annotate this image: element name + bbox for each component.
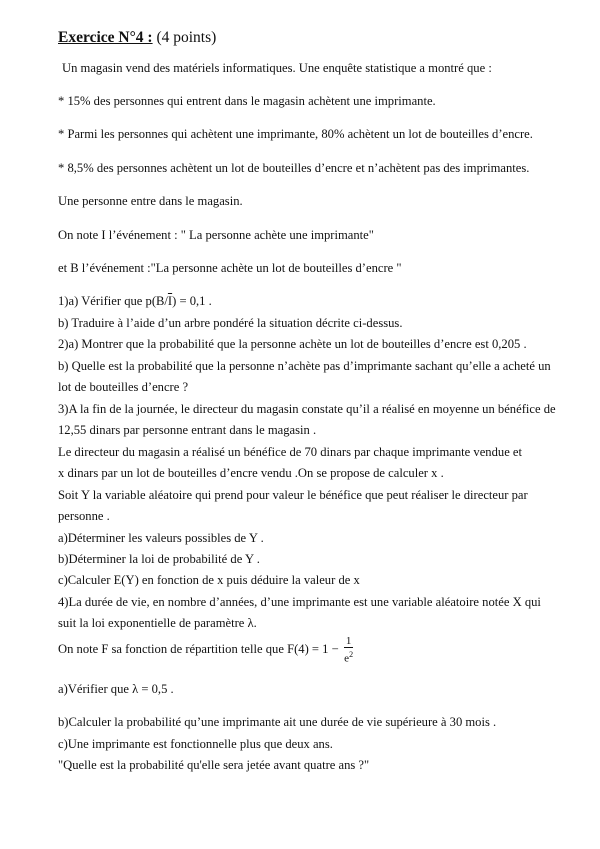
question-3-line1: 3)A la fin de la journée, le directeur du magasin constate qu’il a réalisé en moyenne un bénéfice de xyxy=(58,402,556,416)
question-3b: b)Déterminer la loi de probabilité de Y . xyxy=(58,552,260,566)
exercise-title xyxy=(58,29,216,47)
person-enters: Une personne entre dans le magasin. xyxy=(58,194,243,208)
question-4-distribution-text: On note F sa fonction de répartition telle que F(4) = 1 − xyxy=(58,642,339,657)
bullet-ink-given-printer: * Parmi les personnes qui achètent une imprimante, 80% achètent un lot de bouteilles d’encre. xyxy=(58,127,533,141)
fraction-one-over-e-squared xyxy=(344,635,354,666)
fraction-denominator xyxy=(344,648,354,666)
question-1a xyxy=(58,293,212,309)
question-1a-end: ) = 0,1 . xyxy=(172,294,212,308)
event-I-definition: On note I l’événement : " La personne achète une imprimante" xyxy=(58,228,374,242)
fraction-exponent: 2 xyxy=(349,650,354,659)
exercise-number: Exercice N°4 : xyxy=(58,29,153,46)
event-B-definition: et B l’événement :"La personne achète un lot de bouteilles d’encre " xyxy=(58,261,402,275)
fraction-base: e xyxy=(344,652,350,665)
question-4-line2: suit la loi exponentielle de paramètre λ. xyxy=(58,616,257,630)
question-1b: b) Traduire à l’aide d’un arbre pondéré la situation décrite ci-dessus. xyxy=(58,316,403,330)
question-3c: c)Calculer E(Y) en fonction de x puis déduire la valeur de x xyxy=(58,573,360,587)
question-3a: a)Déterminer les valeurs possibles de Y . xyxy=(58,531,264,545)
question-3-line5: Soit Y la variable aléatoire qui prend pour valeur le bénéfice que peut réaliser le directeur par xyxy=(58,488,528,502)
question-3-line4: x dinars par un lot de bouteilles d’encre vendu .On se propose de calculer x . xyxy=(58,466,444,480)
bullet-ink-no-printer: * 8,5% des personnes achètent un lot de bouteilles d’encre et n’achètent pas des imprimantes. xyxy=(58,161,530,175)
question-4c-prompt: "Quelle est la probabilité qu'elle sera jetée avant quatre ans ?" xyxy=(58,758,370,772)
question-2b-line1: b) Quelle est la probabilité que la personne n’achète pas d’imprimante sachant qu’elle a acheté un xyxy=(58,359,551,373)
question-1a-start: 1)a) Vérifier que p(B/ xyxy=(58,294,168,308)
intro-text: Un magasin vend des matériels informatiques. Une enquête statistique a montré que : xyxy=(62,61,492,75)
question-3-line3: Le directeur du magasin a réalisé un bénéfice de 70 dinars par chaque imprimante vendue et xyxy=(58,445,523,459)
exercise-points: (4 points) xyxy=(152,29,217,46)
fraction-numerator: 1 xyxy=(345,635,352,647)
question-4c: c)Une imprimante est fonctionnelle plus que deux ans. xyxy=(58,737,333,751)
question-3-line2: 12,55 dinars par personne entrant dans le magasin . xyxy=(58,423,317,437)
question-4-line1: 4)La durée de vie, en nombre d’années, d’une imprimante est une variable aléatoire notée X qui xyxy=(58,595,541,609)
bullet-printer: * 15% des personnes qui entrent dans le magasin achètent une imprimante. xyxy=(58,94,436,108)
question-3-line6: personne . xyxy=(58,509,110,523)
question-4-distribution xyxy=(58,635,353,666)
event-I-complement: $\overline{I}$ xyxy=(167,294,173,308)
question-2a: 2)a) Montrer que la probabilité que la personne achète un lot de bouteilles d’encre est 0,205 . xyxy=(58,337,527,351)
question-2b-line2: lot de bouteilles d’encre ? xyxy=(58,380,189,394)
question-4b: b)Calculer la probabilité qu’une imprimante ait une durée de vie supérieure à 30 mois . xyxy=(58,715,497,729)
question-4a: a)Vérifier que λ = 0,5 . xyxy=(58,682,174,696)
